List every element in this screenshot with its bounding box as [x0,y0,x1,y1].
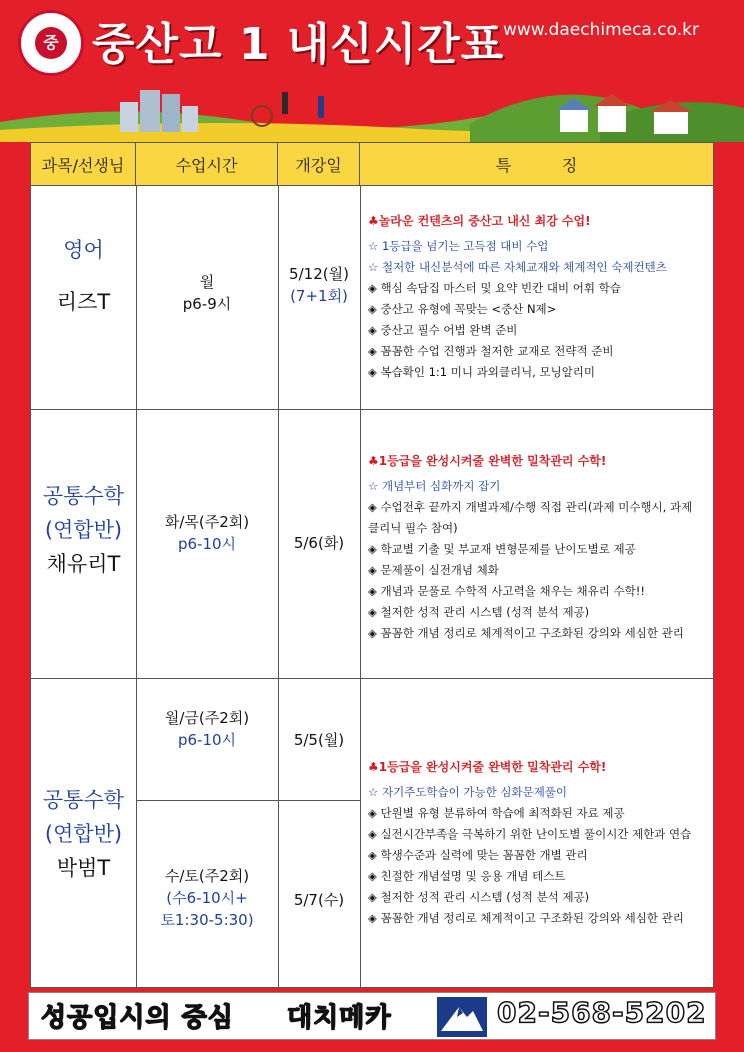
feature-item: ◈ 친절한 개념설명 및 응용 개념 테스트 [368,869,566,883]
subject-name: 공통수학 [42,484,125,508]
col-subject-teacher: 과목/선생님 [31,143,136,185]
table-header-row [31,143,713,186]
feature-item: ◈ 단원별 유형 분류하여 학습에 최적화된 자료 제공 [368,806,625,820]
footer-phone[interactable]: 02-568-5202 [497,996,707,1029]
subject-name: 공통수학 [42,788,125,812]
feature-item: 클리닉 필수 참여) [368,521,458,535]
feature-item: ◈ 학교별 기출 및 부교재 변형문제를 난이도별로 제공 [368,542,636,556]
feature-item: ◈ 철저한 성적 관리 시스템 (성적 분석 제공) [368,890,590,904]
class-days: 월/금(주2회) [164,709,250,727]
footer-banner [28,992,716,1040]
feature-item: ♣1등급을 완성시켜줄 완벽한 밀착관리 수학! [368,760,607,774]
grid-line [360,185,361,987]
col-open-date: 개강일 [278,143,360,185]
feature-item: ◈ 중산고 필수 어법 완벽 준비 [368,323,518,337]
table-row-1-features [368,211,712,383]
page-header [0,0,744,142]
table-row-3-open-date-1 [278,729,360,751]
class-time: (수6-10시+ [166,889,248,907]
table-row-2-features [368,451,712,644]
teacher-name: 박범T [56,856,111,880]
grid-line [31,409,713,410]
open-note: (7+1회) [290,287,348,305]
teacher-name: 채유리T [46,552,121,576]
feature-item: ◈ 철저한 성적 관리 시스템 (성적 분석 제공) [368,605,590,619]
subject-note: (연합반) [44,518,123,542]
col-features: 특 징 [495,155,578,175]
header-illustration [0,62,744,142]
feature-item: ◈ 꼼꼼한 개념 정리로 체계적이고 구조화된 강의와 세심한 관리 [368,626,684,640]
table-row-1-open-date [278,263,360,307]
col-class-time: 수업시간 [136,143,278,185]
feature-item: ◈ 꼼꼼한 개념 정리로 체계적이고 구조화된 강의와 세심한 관리 [368,911,684,925]
page-title: 중산고 1 내신시간표 [92,19,505,70]
feature-item: ☆ 철저한 내신분석에 따른 자체교재와 체계적인 숙제컨텐츠 [368,260,667,274]
feature-item: ◈ 꼼꼼한 수업 진행과 철저한 교재로 전략적 준비 [368,344,614,358]
feature-item: ◈ 복습확인 1:1 미니 과외클리닉, 모닝알리미 [368,365,596,379]
table-row-2-open-date [278,532,360,554]
feature-item: ♣1등급을 완성시켜줄 완벽한 밀착관리 수학! [368,454,607,468]
teacher-name: 리즈T [56,290,111,314]
feature-item: ◈ 문제풀이 실전개념 체화 [368,563,499,577]
open-date: 5/12(월) [289,265,349,283]
class-days: 월 [199,273,215,291]
feature-item: ◈ 중산고 유형에 꼭맞는 <중산 N제> [368,302,557,316]
class-time: p6-10시 [177,731,237,749]
table-row-3-open-date-2 [278,889,360,911]
brand-mountain-icon [437,997,487,1037]
class-days: 화/목(주2회) [164,513,250,531]
subject-note: (연합반) [44,822,123,846]
grid-line [136,800,360,801]
table-row-1-subject [31,233,136,319]
feature-item: ☆ 자기주도학습이 가능한 심화문제풀이 [368,785,568,799]
feature-item: ☆ 개념부터 심화까지 잡기 [368,479,501,493]
class-time-2: 토1:30-5:30) [160,911,254,929]
table-row-2-schedule [136,511,278,555]
open-date: 5/6(화) [293,534,345,552]
class-time: p6-10시 [177,535,237,553]
open-date: 5/5(월) [293,731,345,749]
subject-name: 영어 [63,238,104,262]
table-row-3-schedule-1 [136,707,278,751]
feature-item: ☆ 1등급을 넘기는 고득점 대비 수업 [368,239,549,253]
school-logo-emblem: 중 [35,27,67,59]
website-url[interactable]: www.daechimeca.co.kr [503,20,699,40]
schedule-table [30,142,714,988]
open-date: 5/7(수) [293,891,345,909]
footer-slogan: 성공입시의 중심 [41,1003,234,1033]
table-row-2-subject [31,479,136,581]
feature-item: ◈ 개념과 문풀로 수학적 사고력을 채우는 채유리 수학!! [368,584,645,598]
class-time: p6-9시 [182,295,232,313]
table-row-3-features [368,757,712,929]
feature-item: ◈ 핵심 속담집 마스터 및 요약 빈칸 대비 어휘 학습 [368,281,621,295]
feature-item: ◈ 실전시간부족을 극복하기 위한 난이도별 풀이시간 제한과 연습 [368,827,692,841]
feature-item: ♣놀라운 컨텐츠의 중산고 내신 최강 수업! [368,214,591,228]
table-row-1-schedule [136,271,278,315]
footer-brand: 대치메카 [287,1003,392,1033]
class-days: 수/토(주2회) [164,867,250,885]
feature-item: ◈ 학생수준과 실력에 맞는 꼼꼼한 개별 관리 [368,848,588,862]
grid-line [31,678,713,679]
table-row-3-subject [31,783,136,885]
table-row-3-schedule-2 [136,865,278,931]
feature-item: ◈ 수업전후 끝까지 개별과제/수행 직접 관리(과제 미수행시, 과제 [368,500,693,514]
